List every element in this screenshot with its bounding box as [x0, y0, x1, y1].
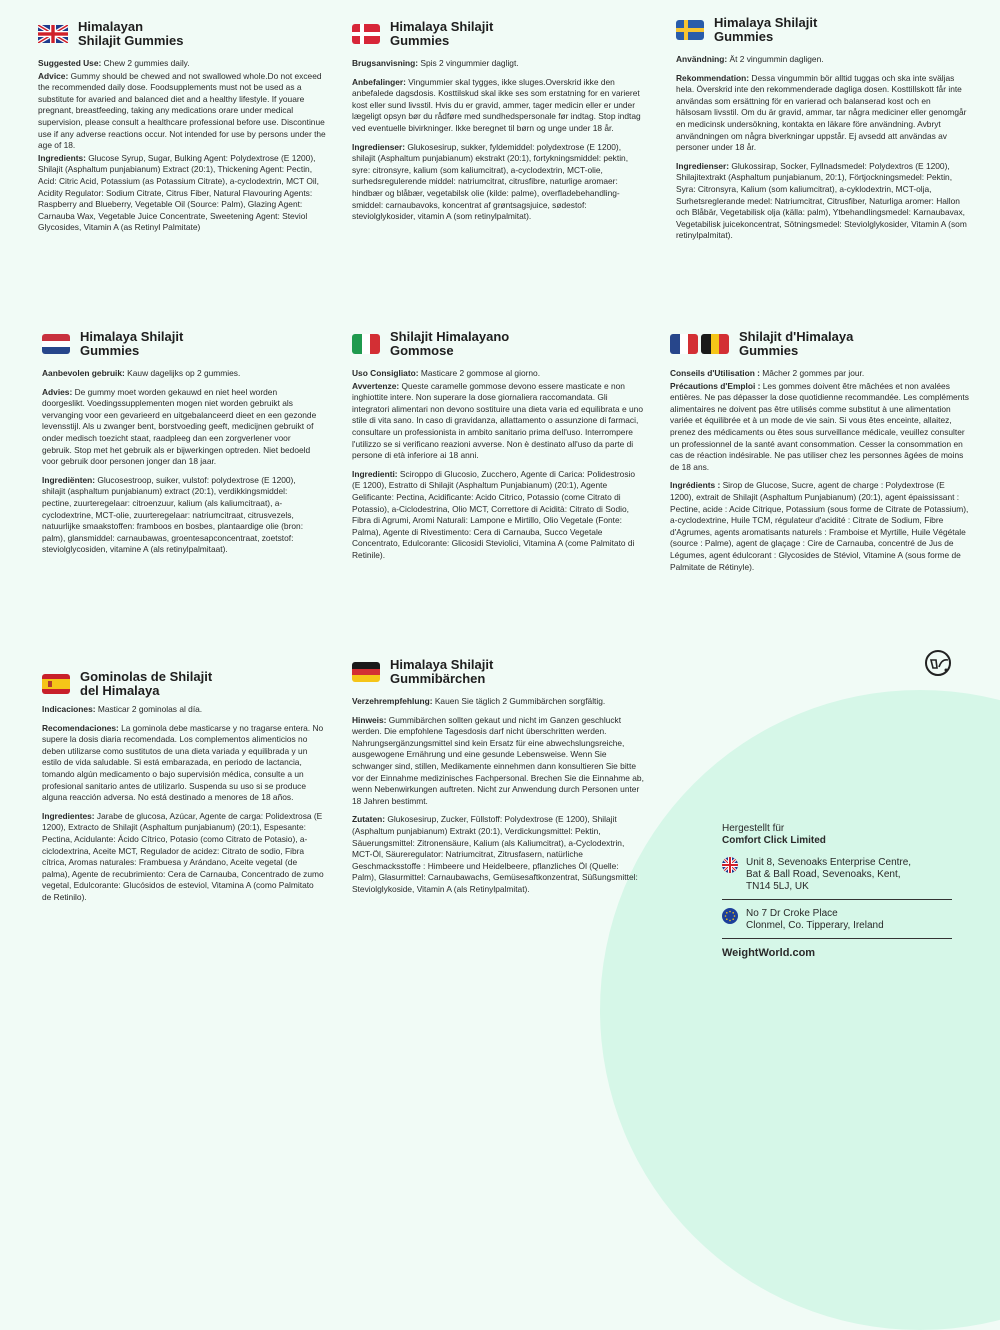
- ingredients: Ingrediënten: Glucosestroop, suiker, vulstof: polydextrose (E 1200), shilajit (asphaltum punjabianum) extract (20:1), verdikkingsmiddel: pectine, zuurteregelaar: citroenzuur, kalium (als kaliumcitraat), a-cyclodextrine, MCT-olie, zuurteregelaar: natriumcitraat, citrusvezels, natuurlijke smaakstoffen: framboos en bosbes, plantaardige olie (bron: palm), glansmiddel: carnaubawas, groentesapconcentraat, zoetstof: steviolglycosiden, vitamine A (als retinylpalmitaat).: [42, 474, 304, 555]
- website-link[interactable]: WeightWorld.com: [722, 947, 816, 959]
- panel-danish: [352, 20, 642, 230]
- address-line: Clonmel, Co. Tipperary, Ireland: [746, 920, 884, 931]
- panel-title: Gominolas de Shilajit del Himalaya: [80, 669, 213, 698]
- panel-spanish: [42, 670, 324, 911]
- suggested-use: Användning: Ät 2 vingummin dagligen.: [676, 54, 824, 64]
- belgium-flag-icon: [701, 334, 729, 354]
- panel-swedish: [676, 16, 968, 249]
- decorative-circle: [600, 690, 1000, 1330]
- manufacturer-info: [722, 823, 952, 960]
- france-flag-icon: [670, 334, 698, 354]
- germany-flag-icon: [352, 662, 380, 682]
- ingredients: Ingrédients : Sirop de Glucose, Sucre, agent de charge : Polydextrose (E 1200), extrait de Shilajit (Asphaltum Punjabianum) (20:1), agent épaississant : Pectine, acide : Acide Citrique, Potassium (sous forme de Citrate de Potassium), a-cyclodextrine, Huile TCM, régulateur d'acidité : Citrate de Sodium, Fibre d'Agrumes, agents aromatisants naturels : Framboise et Myrtille, Huile Végétale (source : Palme), agent de glaçage : Cire de Carnauba, concentré de Jus de Légumes, agent édulcorant : Glycosides de Stéviol, Vitamine A (sous forme de Palmitate de Rétinyle).: [670, 480, 969, 572]
- panel-dutch: [42, 330, 318, 563]
- uk-address: [722, 857, 952, 900]
- spain-flag-icon: [42, 674, 70, 694]
- panel-title: Himalaya Shilajit Gummies: [80, 329, 184, 358]
- panel-header: [42, 330, 318, 358]
- panel-header: [352, 658, 644, 686]
- panel-header: [42, 670, 324, 698]
- suggested-use: Indicaciones: Masticar 2 gominolas al día.: [42, 704, 203, 714]
- panel-title: Himalaya Shilajit Gummies: [714, 15, 818, 44]
- panel-italian: [352, 330, 644, 569]
- panel-title: Himalaya Shilajit Gummies: [390, 19, 494, 48]
- suggested-use: Aanbevolen gebruik: Kauw dagelijks op 2 gummies.: [42, 368, 241, 378]
- uk-flag-icon: [38, 25, 68, 43]
- italy-flag-icon: [352, 334, 380, 354]
- suggested-use: Conseils d'Utilisation : Mâcher 2 gommes par jour.: [670, 368, 865, 378]
- advice: Advies: De gummy moet worden gekauwd en niet heel worden doorgeslikt. Voedingssupplementen mogen niet worden gebruikt als vervanging voor een gevarieerd en uitgebalanceerd dieet en een gezonde levensstijl. Als u zwanger bent, borstvoeding geeft, medicijnen gebruikt of onder medisch toezicht staat, raadpleeg dan een zorgverlener voor gebruik. Stop met het gebruik als er bijwerkingen optreden. Niet bedoeld voor gebruik door personen jonger dan 18 jaar.: [42, 386, 317, 467]
- panel-french: [670, 330, 970, 580]
- eu-flag-icon: [722, 908, 738, 924]
- advice: Rekommendation: Dessa vingummin bör alltid tuggas och ska inte sväljas hela. Överskrid inte den rekommenderade dagliga dosen. Kosttillskott får inte användas som ersättning för en varierad och balanserad kost och en hälsosam livsstil. Om du är gravid, ammar, tar några mediciner eller genomgår en medicinsk undersökning, kontakta en läkare före användning. Avbryt användningen om några biverkningar uppstår. Ej avsedd att användas av personer under 18 år.: [676, 72, 967, 153]
- panel-header: [352, 330, 644, 358]
- panel-german: [352, 658, 644, 903]
- suggested-use: Suggested Use: Chew 2 gummies daily.: [38, 58, 190, 68]
- advice: Avvertenze: Queste caramelle gommose devono essere masticate e non inghiottite intere. Non superare la dose giornaliera raccomandata. Gli integratori alimentari non devono sostituire una dieta varia ed equilibrata e uno stile di vita sano. In caso di gravidanza, allattamento o assunzione di farmaci, consultare un professionista in ambito sanitario prima dell'uso. Interrompere l'utilizzo se si verificano reazioni avverse. Non è destinato all'uso da parte di persone di età inferiore ai 18 anni.: [352, 380, 643, 461]
- ingredients: Ingredientes: Jarabe de glucosa, Azúcar, Agente de carga: Polidextrosa (E 1200), Extracto de Shilajit (Asphaltum punjabianum) (20:1), Espesante: Pectina, Acidulante: Ácido Cítrico, Potasio (como Citrato de Potasio), a-ciclodextrina, Aceite MCT, Regulador de acidez: Citrato de sodio, Fibra cítrica, Aromas naturales: Frambuesa y Arándano, Aceite vegetal (de palma), Agente de recubrimiento: Cera de Carnauba, Concentrado de zumo vegetal, Edulcorante: Glucósidos de esteviol, Vitamina A (como Palmitato de Retinilo).: [42, 810, 324, 902]
- suggested-use: Brugsanvisning: Spis 2 vingummier dagligt.: [352, 58, 519, 68]
- advice: Hinweis: Gummibärchen sollten gekaut und nicht im Ganzen geschluckt werden. Die empfohlene Tagesdosis darf nicht überschritten werden. Nahrungsergänzungsmittel sind kein Ersatz für eine abwechslungsreiche, ausgewogene Ernährung und eine gesunde Lebensweise. Wenn Sie schwanger sind, stillen, Medikamente einnehmen dann konsultieren Sie bitte vor der Einnahme medizinisches Fachpersonal. Brechen Sie die Einnahme ab, wenn Nebenwirkungen auftreten. Nicht zur Anwendung durch Personen unter 18 Jahren bestimmt.: [352, 714, 644, 806]
- panel-header: [676, 16, 968, 44]
- panel-title: Himalayan Shilajit Gummies: [78, 19, 184, 48]
- sweden-flag-icon: [676, 20, 704, 40]
- advice: Anbefalinger: Vingummier skal tygges, ikke sluges.Overskrid ikke den anbefalede dagsdosis. Kosttilskud skal ikke ses som erstatning for en varieret kost eller sund livsstil. Hvis du er gravid, ammer, tager medicin eller er under lægeligt opsyn bør du rådføre med sundhedspersonale før indtag. Stop indtag ved eventuelle bivirkninger. Ikke beregnet til børn og unge under 18 år.: [352, 76, 641, 133]
- address-line: No 7 Dr Croke Place: [746, 908, 838, 919]
- panel-header: [38, 20, 328, 48]
- eu-address: [722, 908, 952, 939]
- panel-title: Shilajit d'Himalaya Gummies: [739, 329, 854, 358]
- manufacturer-label: Hergestellt für: [722, 823, 785, 834]
- advice: Recomendaciones: La gominola debe masticarse y no tragarse entera. No supere la dosis diaria recomendada. Los complementos alimenticios no deben utilizarse como sustitutos de una dieta variada y equilibrada y un estilo de vida saludable. Si está embarazada, en periodo de lactancia, tomando algún medicamento o bajo supervisión médica, consulte a un profesional sanitario antes de utilizarlo. Suspenda su uso si se produce alguna reacción adversa. No está destinado a menores de 18 años.: [42, 722, 324, 803]
- suggested-use: Verzehrempfehlung: Kauen Sie täglich 2 Gummibärchen sorgfältig.: [352, 696, 606, 706]
- netherlands-flag-icon: [42, 334, 70, 354]
- uk-flag-icon: [722, 857, 738, 873]
- manufacturer-company: Comfort Click Limited: [722, 835, 826, 846]
- panel-title: Himalaya Shilajit Gummibärchen: [390, 657, 494, 686]
- suggested-use: Uso Consigliato: Masticare 2 gommose al giorno.: [352, 368, 541, 378]
- panel-header: [352, 20, 642, 48]
- ingredients: Ingredienti: Sciroppo di Glucosio, Zucchero, Agente di Carica: Polidestrosio (E 1200), Estratto di Shilajit (Asphaltum Punjabianum) (20:1), Agente Gelificante: Pectina, Acidificante: Acido Citrico, Potassio (come Citrato di Potassio), a-Ciclodestrina, Olio MCT, Correttore di Acidità: Citrato di Sodio, Fibra di Agrumi, Aromi Naturali: Lampone e Mirtillo, Olio Vegetale (Fonte: Palma), Agente di Rivestimento: Cera di Carnauba, Succo Vegetale Concentrato, Edulcorante: Glicosidi Steviolici, Vitamina A (come Palmitato di Retinile).: [352, 468, 636, 560]
- advice: Précautions d'Emploi : Les gommes doivent être mâchées et non avalées entières. Ne pas dépasser la dose quotidienne recommandée. Les compléments alimentaires ne doivent pas être utilisés comme substitut à une alimentation variée et équilibrée et à un mode de vie sain. Si vous êtes enceinte, allaitez, prenez des médicaments ou êtes sous surveillance médicale, veuillez consulter un professionnel de la santé avant consommation. Cesser la consommation en cas de réaction indésirable. Ne pas utiliser chez les personnes âgées de moins de 18 ans.: [670, 380, 969, 472]
- ingredients: Ingredienser: Glukossirap, Socker, Fyllnadsmedel: Polydextros (E 1200), Shilajitextrakt (Asphaltum punjabianum, 20:1), Förtjockningsmedel: Pektin, Syra: Citronsyra, Kalium (som kaliumcitrat), a-cyklodextrin, MCT-olja, Surhetsreglerande medel: Natriumcitrat, Citrusfiber, Naturliga aromer: Hallon och Blåbär, Vegetabilisk olja (källa: palm), Ytbehandlingsmedel: Karnaubavax, Vegetabilisk juicekoncentrat, Sötningsmedel: Steviolglykosider, Vitamin A (som retinylpalmitat).: [676, 160, 967, 241]
- address-line: Bat & Ball Road, Sevenoaks, Kent,: [746, 869, 901, 880]
- ingredients: Ingredienser: Glukosesirup, sukker, fyldemiddel: polydextrose (E 1200), shilajit (Asphaltum punjabianum) ekstrakt (20:1), fortykningsmiddel: pektin, syre: citronsyre, kalium (som kaliumcitrat), a-cyclodextrin, MCT-olie, surhedsregulerende middel: natriumcitrat, citrusfibre, naturlige aromaer: hindbær og blåbær, vegetabilsk olie (kilde: palme), overfladebehandling-smiddel: carnaubavoks, koncentrat af grøntsagsjuice, sødestof: steviolglykosider, vitamin A (som retinylpalmitat).: [352, 141, 629, 222]
- advice: Advice: Gummy should be chewed and not swallowed whole.Do not exceed the recommended daily dose. Foodsupplements must not be used as a substitute for avaried and balanced diet and a healthy lifestyle. If youare pregnant, breastfeeding, taking any medications orare under medical supervision, please consult a healthcare professional before use. Discontinue use if any adverse reactions occur. Not intended for use by persons under the age of 18.: [38, 70, 326, 151]
- ingredients: Ingredients: Glucose Syrup, Sugar, Bulking Agent: Polydextrose (E 1200), Shilajit (Asphaltum punjabianum) Extract (20:1), Thickening Agent: Pectin, Acid: Citric Acid, Potassium (as Potassium Citrate), a-cyclodextrin, MCT Oil, Acidity Regulator: Sodium Citrate, Citrus Fiber, Natural Flavouring Agents: Raspberry and Blueberry, Vegetable Oil (Source: Palm), Glazing Agent: Carnauba Wax, Vegetable Juice Concentrate, Sweetening Agent: Steviol Glycosides, Vitamin A (as Retinyl Palmitate): [38, 152, 319, 233]
- panel-title: Shilajit Himalayano Gommose: [390, 329, 510, 358]
- address-line: TN14 5LJ, UK: [746, 881, 809, 892]
- panel-english: [38, 20, 328, 241]
- address-line: Unit 8, Sevenoaks Enterprise Centre,: [746, 857, 912, 868]
- ingredients: Zutaten: Glukosesirup, Zucker, Füllstoff: Polydextrose (E 1200), Shilajit (Asphaltum punjabianum) Extrakt (20:1), Verdickungsmittel: Pektin, Säuerungsmittel: Zitronensäure, Kalium (als Kaliumcitrat), a-Cyclodextrin, MCT-Öl, Säureregulator: Natriumcitrat, Zitrusfasern, natürliche Geschmacksstoffe : Himbeere und Heidelbeere, pflanzliches Öl (Quelle: Palm), Glasurmittel: Carnaubawachs, Gemüsesaftkonzentrat, Süßungsmittel: Steviolglykoside, Vitamin A (als Retinylpalmitat).: [352, 814, 638, 894]
- recycle-bin-icon: [924, 648, 954, 683]
- denmark-flag-icon: [352, 24, 380, 44]
- panel-header: [670, 330, 970, 358]
